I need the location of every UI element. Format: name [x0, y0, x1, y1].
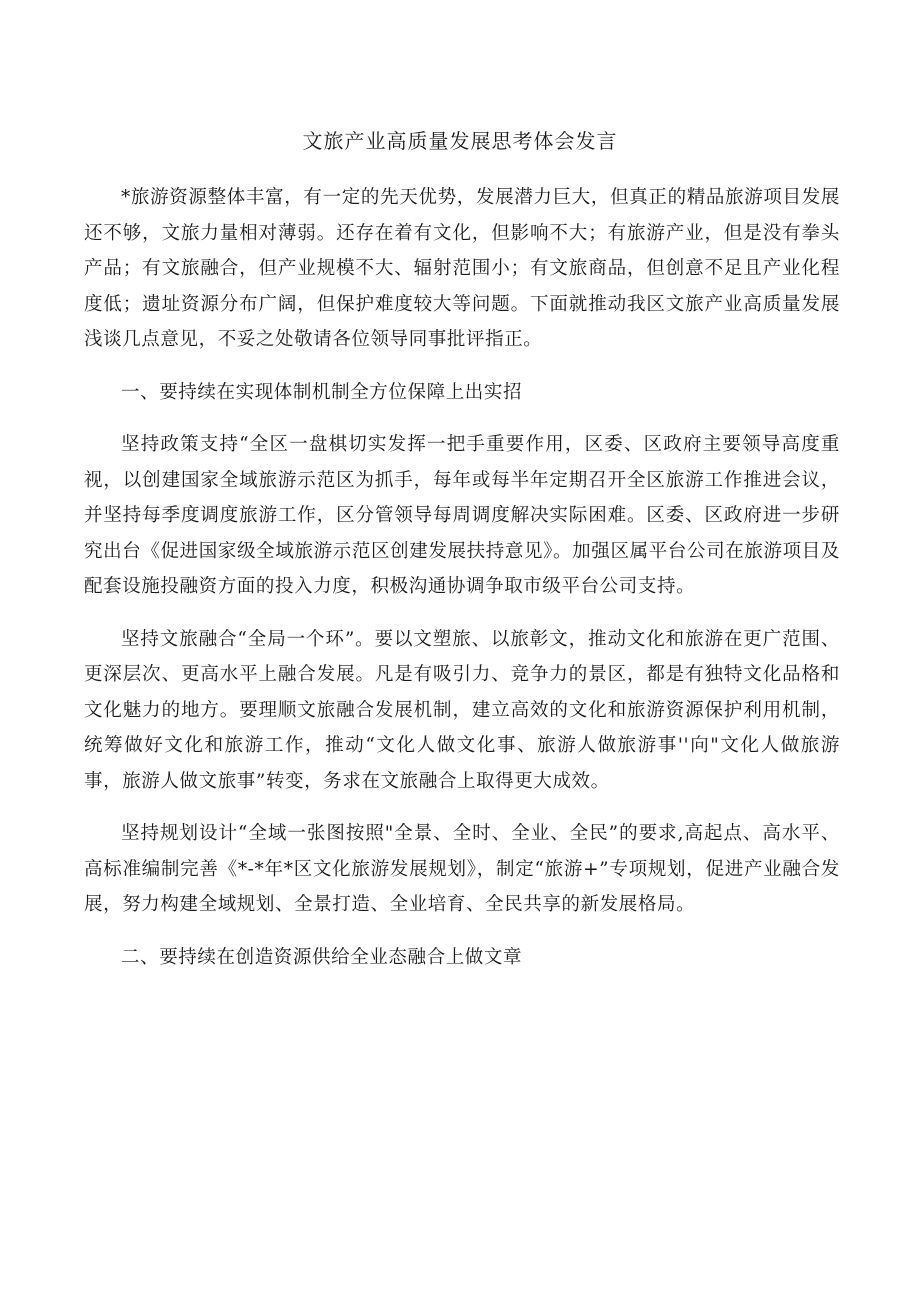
document-body: [84, 180, 840, 992]
document-title: 文旅产业高质量发展思考体会发言: [302, 129, 618, 153]
paragraph-policy-support: 坚持政策支持“全区一盘棋切实发挥一把手重要作用，区委、区政府主要领导高度重视，以创建国家全域旅游示范区为抓手，每年或每半年定期召开全区旅游工作推进会议，并坚持每季度调度旅游工作，区分管领导每周调度解决实际困难。区委、区政府进一步研究出台《促进国家级全域旅游示范区创建发展扶持意见》。加强区属平台公司在旅游项目及配套设施投融资方面的投入力度，积极沟通协调争取市级平台公司支持。: [84, 434, 840, 597]
section-heading-2: 二、要持续在创造资源供给全业态融合上做文章: [121, 946, 523, 968]
section-heading-1: 一、要持续在实现体制机制全方位保障上出实招: [121, 381, 523, 403]
paragraph-intro: *旅游资源整体丰富，有一定的先天优势，发展潜力巨大，但真正的精品旅游项目发展还不够，文旅力量相对薄弱。还存在着有文化，但影响不大；有旅游产业，但是没有拳头产品；有文旅融合，但产业规模不大、辐射范围小；有文旅商品，但创意不足且产业化程度低；遗址资源分布广阔，但保护难度较大等问题。下面就推动我区文旅产业高质量发展浅谈几点意见，不妥之处敬请各位领导同事批评指正。: [84, 187, 840, 350]
paragraph-planning-design: 坚持规划设计“全域一张图按照"全景、全时、全业、全民”的要求,高起点、高水平、高标准编制完善《*-*年*区文化旅游发展规划》，制定“旅游+”专项规划，促进产业融合发展，努力构建全域规划、全景打造、全业培育、全民共享的新发展格局。: [84, 823, 840, 915]
paragraph-culture-tourism-integration: 坚持文旅融合“全局一个环”。要以文塑旅、以旅彰文，推动文化和旅游在更广范围、更深层次、更高水平上融合发展。凡是有吸引力、竞争力的景区，都是有独特文化品格和文化魅力的地方。要理顺文旅融合发展机制，建立高效的文化和旅游资源保护利用机制，统筹做好文化和旅游工作，推动“文化人做文化事、旅游人做旅游事''向"文化人做旅游事，旅游人做文旅事”转变，务求在文旅融合上取得更大成效。: [84, 628, 840, 792]
